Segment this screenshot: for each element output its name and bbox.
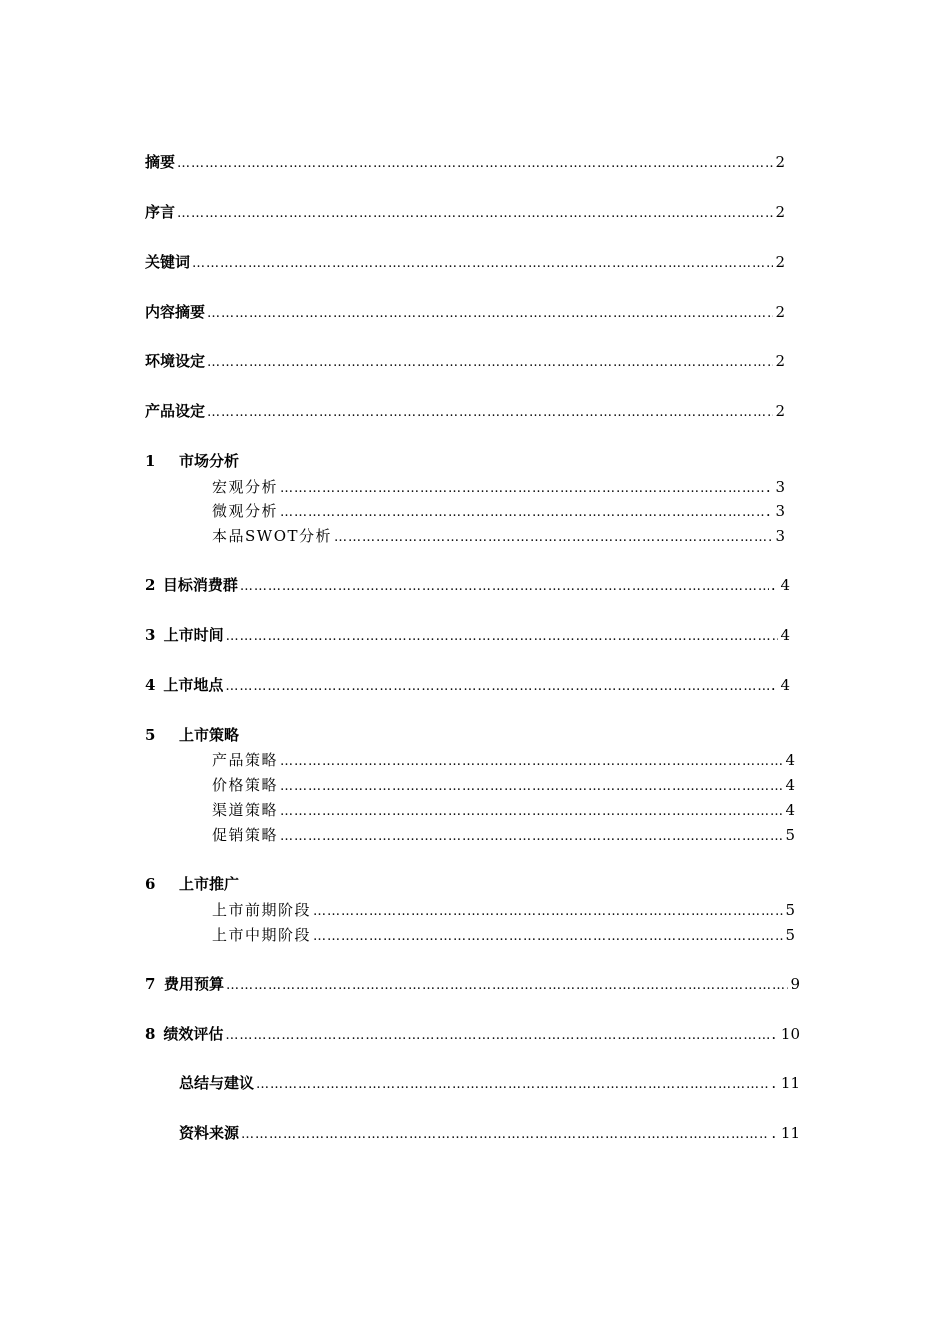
toc-section-4[interactable] [145,675,790,697]
toc-section-title: 市场分析 [179,452,240,470]
toc-entry-title: 促销策略 [212,826,279,844]
dot-leader [207,353,773,373]
dot-leader [313,902,783,922]
toc-section-number: 4 [145,676,156,694]
toc-entry-sources[interactable] [179,1123,800,1145]
toc-entry-title: 价格策略 [212,776,279,794]
toc-page-number: 2 [775,303,785,321]
toc-page-number: . 4 [770,676,790,694]
toc-page-number: 4 [785,751,795,769]
toc-section-number: 5 [145,726,156,744]
dot-leader [240,577,769,597]
dot-leader [313,927,783,947]
toc-section-3[interactable] [145,625,790,647]
toc-subentry[interactable] [212,750,795,772]
toc-entry-title: 资料来源 [179,1124,240,1142]
toc-section-number: 3 [145,626,156,644]
toc-entry-title: 本品SWOT分析 [212,527,332,545]
toc-page-number: . 11 [771,1124,800,1142]
dot-leader [225,677,769,697]
toc-subentry[interactable] [212,800,795,822]
dot-leader [207,304,773,324]
toc-section-number: 6 [145,875,156,893]
toc-page-number: 5 [785,926,795,944]
dot-leader [241,1125,769,1145]
toc-page-number: 2 [775,253,785,271]
dot-leader [192,254,773,274]
dot-leader [177,154,773,174]
toc-section-7[interactable] [145,974,800,996]
toc-entry-title: 上市时间 [163,626,224,644]
toc-entry-title: 摘要 [145,153,176,171]
toc-entry-keywords[interactable] [145,252,785,274]
toc-entry-title: 上市前期阶段 [212,901,312,919]
dot-leader [280,827,783,847]
toc-page-number: 4 [785,801,795,819]
toc-entry-title: 绩效评估 [163,1025,224,1043]
toc-entry-title: 微观分析 [212,502,279,520]
dot-leader [256,1075,769,1095]
toc-section-2[interactable] [145,575,790,597]
toc-page-number: 4 [785,776,795,794]
toc-section-6-heading[interactable] [145,874,239,894]
toc-page-number: . 4 [770,576,790,594]
dot-leader [280,503,764,523]
toc-section-number: 1 [145,452,156,470]
toc-page-number: 3 [775,527,785,545]
toc-entry-abstract[interactable] [145,152,785,174]
toc-page-number: 2 [775,352,785,370]
toc-page-number: . 3 [765,478,785,496]
toc-subentry[interactable] [212,526,785,548]
toc-page-number: 5 [785,826,795,844]
toc-entry-title: 内容摘要 [145,303,206,321]
toc-entry-title: 序言 [145,203,176,221]
toc-page-number: 9 [790,975,800,993]
toc-section-title: 上市策略 [179,726,240,744]
toc-entry-title: 目标消费群 [162,576,238,594]
toc-entry-title: 费用预算 [163,975,224,993]
toc-page-number: 5 [785,901,795,919]
toc-entry-environment[interactable] [145,351,785,373]
toc-section-8[interactable] [145,1024,800,1046]
toc-page-number: . 11 [771,1074,800,1092]
toc-subentry[interactable] [212,900,795,922]
toc-page-number: 4 [780,626,790,644]
dot-leader [226,627,779,647]
toc-section-number: 2 [145,576,156,594]
toc-entry-title: 上市中期阶段 [212,926,312,944]
dot-leader [177,204,773,224]
dot-leader [280,802,783,822]
dot-leader [207,403,773,423]
toc-entry-preface[interactable] [145,202,785,224]
dot-leader [280,752,783,772]
dot-leader [280,479,764,499]
toc-subentry[interactable] [212,501,785,523]
toc-entry-product[interactable] [145,401,785,423]
toc-subentry[interactable] [212,825,795,847]
dot-leader [334,528,773,548]
toc-entry-title: 上市地点 [163,676,224,694]
toc-page-number: 2 [775,153,785,171]
toc-page-number: . 3 [765,502,785,520]
dot-leader [225,1026,769,1046]
toc-page-number: 2 [775,203,785,221]
toc-section-5-heading[interactable] [145,725,239,745]
toc-section-title: 上市推广 [179,875,240,893]
toc-entry-title: 渠道策略 [212,801,279,819]
toc-page-number: 2 [775,402,785,420]
toc-entry-conclusion[interactable] [179,1073,800,1095]
dot-leader [280,777,783,797]
toc-section-number: 7 [145,975,156,993]
toc-section-1-heading[interactable] [145,451,239,471]
toc-entry-title: 产品设定 [145,402,206,420]
toc-subentry[interactable] [212,925,795,947]
toc-page-number: . 10 [771,1025,800,1043]
toc-subentry[interactable] [212,477,785,499]
dot-leader [226,976,788,996]
toc-subentry[interactable] [212,775,795,797]
toc-entry-title: 关键词 [145,253,191,271]
toc-entry-summary[interactable] [145,302,785,324]
toc-entry-title: 宏观分析 [212,478,279,496]
toc-section-number: 8 [145,1025,156,1043]
toc-entry-title: 总结与建议 [179,1074,255,1092]
toc-entry-title: 环境设定 [145,352,206,370]
toc-entry-title: 产品策略 [212,751,279,769]
